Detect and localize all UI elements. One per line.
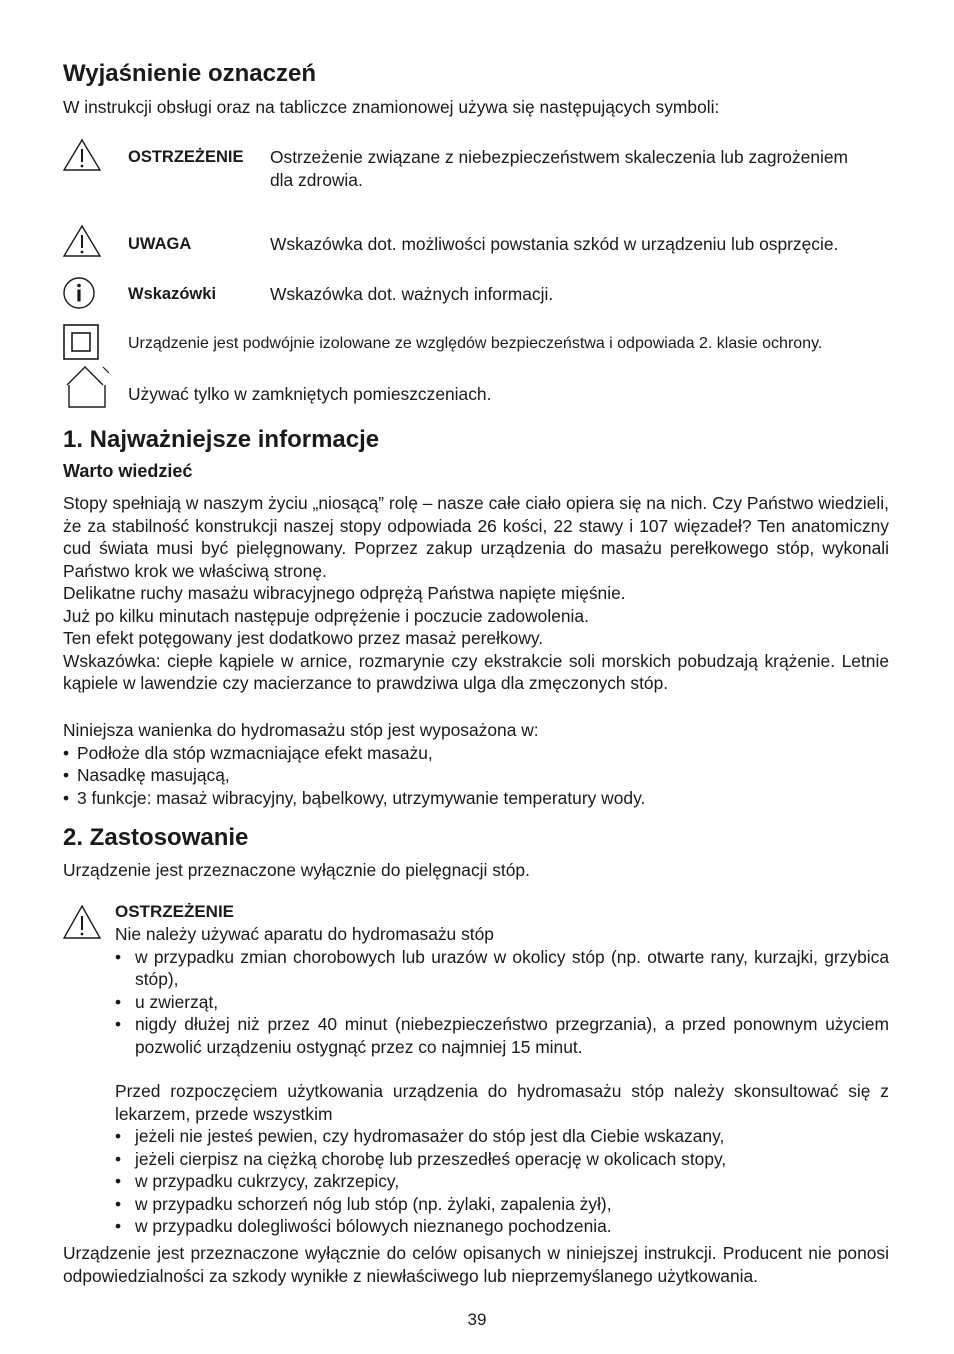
consult-intro: Przed rozpoczęciem użytkowania urządzenia do hydromasażu stóp należy skonsultować się z lekarzem, przede wszystkim <box>115 1081 889 1124</box>
legend-text-line: dla zdrowia. <box>270 169 363 190</box>
list-item: • 3 funkcje: masaż wibracyjny, bąbelkowy, utrzymywanie temperatury wody. <box>63 787 889 810</box>
legend-text-line: Ostrzeżenie związane z niebezpieczeństwem skaleczenia lub zagrożeniem <box>270 147 849 167</box>
equipment-list <box>63 742 889 810</box>
warning-intro: Nie należy używać aparatu do hydromasażu stóp <box>115 924 494 944</box>
list-item: • Nasadkę masującą, <box>63 764 889 787</box>
equipment-block <box>63 719 889 809</box>
legend-text-indoor-use: Używać tylko w zamkniętych pomieszczeniach. <box>128 384 492 404</box>
legend-text-double-insulation: Urządzenie jest podwójnie izolowane ze względów bezpieczeństwa i odpowiada 2. klasie ochrony. <box>128 335 823 352</box>
section1-paragraph: Stopy spełniają w naszym życiu „niosącą” rolę – nasze całe ciało opiera się na nich. Czy Państwo wiedzieli, że za stabilność konstrukcji naszej stopy odpowiada 26 kości, 22 stawy i 107 więzadeł? Ten anatomiczny cud świata musi być pielęgnowany. Poprzez zakup urządzenia do masażu perełkowego stóp, wykonali Państwo krok we właściwą stronę. <box>63 493 889 581</box>
warning-triangle-icon <box>62 224 102 258</box>
legend-text-wskazowki: Wskazówka dot. ważnych informacji. <box>270 284 554 304</box>
list-item: • jeżeli nie jesteś pewien, czy hydromasażer do stóp jest dla Ciebie wskazany, <box>115 1125 889 1148</box>
warning-block <box>115 901 889 1238</box>
legend-label-wskazowki: Wskazówki <box>128 285 217 303</box>
legend-label-uwaga: UWAGA <box>128 235 192 253</box>
list-item: • w przypadku zmian chorobowych lub urazów w okolicy stóp (np. otwarte rany, kurzajki, grzybica stóp), <box>115 946 889 991</box>
section1-subtitle: Warto wiedzieć <box>63 461 193 481</box>
list-item: • w przypadku schorzeń nóg lub stóp (np. żylaki, zapalenia żył), <box>115 1193 889 1216</box>
list-item: • w przypadku dolegliwości bólowych nieznanego pochodzenia. <box>115 1215 889 1238</box>
legend-title: Wyjaśnienie oznaczeń <box>63 60 316 87</box>
warning-triangle-icon <box>62 904 102 940</box>
double-insulation-icon <box>63 324 99 360</box>
warning-list <box>115 946 889 1059</box>
page-number: 39 <box>467 1310 487 1329</box>
section2-title: 2. Zastosowanie <box>63 824 249 851</box>
consult-list <box>115 1125 889 1238</box>
legend-intro: W instrukcji obsługi oraz na tabliczce znamionowej używa się następujących symboli: <box>63 97 720 117</box>
section1-line: Już po kilku minutach następuje odprężenie i poczucie zadowolenia. <box>63 605 589 626</box>
warning-triangle-icon <box>62 138 102 172</box>
list-item: • u zwierząt, <box>115 991 889 1014</box>
legend-text-ostrzezenie <box>270 146 900 191</box>
info-circle-icon <box>62 276 96 310</box>
section1-line: Delikatne ruchy masażu wibracyjnego odprężą Państwa napięte mięśnie. <box>63 583 626 603</box>
disclaimer: Urządzenie jest przeznaczone wyłącznie do celów opisanych w niniejszej instrukcji. Producent nie ponosi odpowiedzialności za szkody wynikłe z niewłaściwego lub nieprzemyślanego użytkowania. <box>63 1243 889 1286</box>
section1-title: 1. Najważniejsze informacje <box>63 426 380 453</box>
section1-tip: Wskazówka: ciepłe kąpiele w arnice, rozmarynie czy ekstrakcie soli morskich pobudzają krążenie. Letnie kąpiele w lawendzie czy macierzance to prawdziwa ulga dla zmęczonych stóp. <box>63 650 889 693</box>
indoor-use-house-icon <box>63 365 109 409</box>
list-item: • w przypadku cukrzycy, zakrzepicy, <box>115 1170 889 1193</box>
legend-label-ostrzezenie: OSTRZEŻENIE <box>128 148 244 166</box>
equipment-intro: Niniejsza wanienka do hydromasażu stóp jest wyposażona w: <box>63 720 539 740</box>
list-item: • nigdy dłużej niż przez 40 minut (niebezpieczeństwo przegrzania), a przed ponownym użyciem pozwolić urządzeniu ostygnąć przez co najmniej 15 minut. <box>115 1013 889 1058</box>
section2-intro: Urządzenie jest przeznaczone wyłącznie do pielęgnacji stóp. <box>63 860 530 880</box>
list-item: • Podłoże dla stóp wzmacniające efekt masażu, <box>63 742 889 765</box>
legend-text-uwaga: Wskazówka dot. możliwości powstania szkód w urządzeniu lub osprzęcie. <box>270 234 839 254</box>
section1-line: Ten efekt potęgowany jest dodatkowo przez masaż perełkowy. <box>63 628 544 648</box>
warning-label: OSTRZEŻENIE <box>115 902 235 921</box>
list-item: • jeżeli cierpisz na ciężką chorobę lub przeszedłeś operację w okolicach stopy, <box>115 1148 889 1171</box>
section1-body <box>63 492 889 695</box>
